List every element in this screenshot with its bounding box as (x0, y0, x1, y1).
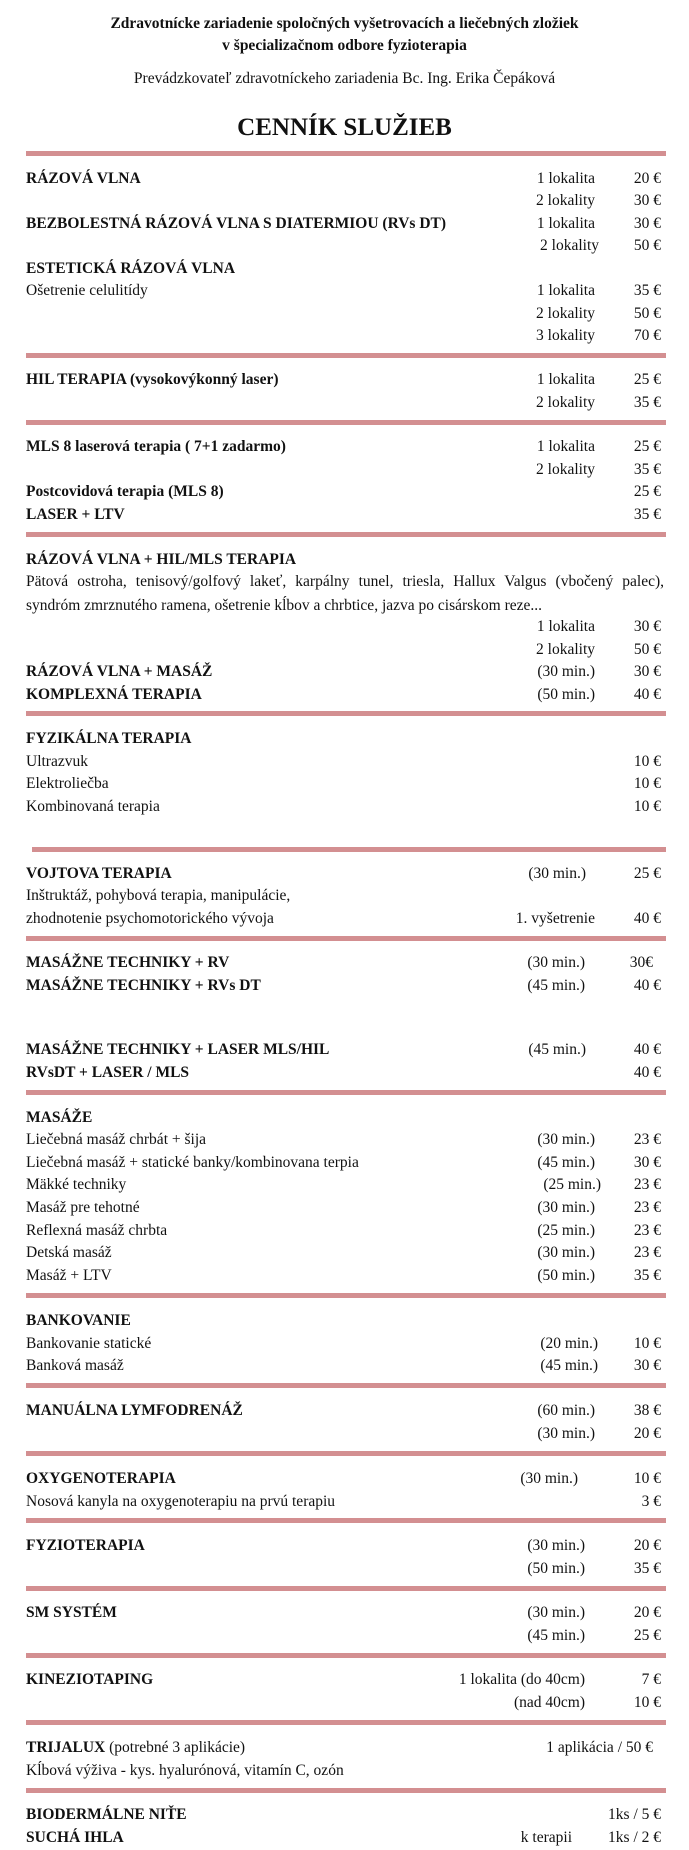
price: 25 € (633, 865, 661, 882)
locality: 2 lokality (536, 394, 595, 411)
price: 23 € (633, 1199, 661, 1216)
locality: 2 lokality (536, 461, 595, 478)
service-mt-laser: MASÁŽNE TECHNIKY + LASER MLS/HIL (26, 1041, 330, 1058)
list-item: Liečebná masáž chrbát + šija (26, 1131, 207, 1148)
divider (26, 353, 666, 358)
duration: (45 min.) (540, 1357, 598, 1374)
price: 23 € (633, 1222, 661, 1239)
service-description: Pätová ostroha, tenisový/golfový lakeť, karpálny tunel, triesla, Hallux Valgus (vbočený palec), syndróm zmrznutého ramena, ošetrenie kĺbov a chrbtice, jazva po cisárskom reze... (26, 573, 664, 614)
service-sub: zhodnotenie psychomotorického vývoja (26, 910, 274, 927)
locality: 2 lokality (536, 305, 595, 322)
duration: (30 min.) (537, 1199, 595, 1216)
service-mt-rvs: MASÁŽNE TECHNIKY + RVs DT (26, 977, 261, 994)
price: 25 € (633, 371, 661, 388)
service-lymfodrenaz: MANUÁLNA LYMFODRENÁŽ (26, 1402, 243, 1419)
price: 30 € (633, 1154, 661, 1171)
list-item: Mäkké techniky (26, 1176, 127, 1193)
price: 30 € (633, 618, 661, 635)
price: 10 € (633, 1694, 661, 1711)
price: 23 € (633, 1176, 661, 1193)
service-item: Kombinovaná terapia (26, 798, 160, 815)
price: 23 € (633, 1244, 661, 1261)
price: 35 € (633, 1267, 661, 1284)
service-item: Elektroliečba (26, 775, 109, 792)
duration: (30 min.) (520, 1470, 578, 1487)
divider (26, 711, 666, 716)
divider (26, 1720, 666, 1725)
header-line-1: Zdravotnícke zariadenie spoločných vyšetrovacích a liečebných zložiek (110, 15, 579, 32)
locality: 1 lokalita (536, 170, 595, 187)
duration: (30 min.) (537, 1131, 595, 1148)
duration: (45 min.) (537, 1154, 595, 1171)
price: 40 € (633, 977, 661, 994)
duration: (45 min.) (527, 1627, 585, 1644)
price: 30 € (633, 1357, 661, 1374)
service-item: Banková masáž (26, 1357, 124, 1374)
service-trijalux (26, 1738, 245, 1757)
price: 25 € (633, 438, 661, 455)
service-esteticka: ESTETICKÁ RÁZOVÁ VLNA (26, 260, 236, 277)
duration: (30 min.) (528, 865, 586, 882)
price: 40 € (633, 686, 661, 703)
locality: 1 lokalita (536, 618, 595, 635)
price: 30 € (633, 663, 661, 680)
price: 40 € (633, 910, 661, 927)
price: 35 € (633, 461, 661, 478)
service-postcovid: Postcovidová terapia (MLS 8) (26, 483, 224, 500)
service-rvsdt-laser: RVsDT + LASER / MLS (26, 1064, 190, 1081)
price: 50 € (633, 305, 661, 322)
divider (26, 420, 666, 425)
price: 1ks / 5 € (608, 1806, 661, 1823)
service-bankovanie: BANKOVANIE (26, 1312, 131, 1329)
service-kineziotaping: KINEZIOTAPING (26, 1671, 154, 1688)
price: 10 € (633, 1335, 661, 1352)
service-sucha-ihla: SUCHÁ IHLA (26, 1829, 124, 1846)
locality: 2 lokality (540, 237, 599, 254)
locality: 1 lokalita (536, 371, 595, 388)
price: 35 € (633, 1560, 661, 1577)
service-masaze: MASÁŽE (26, 1109, 93, 1126)
price: 23 € (633, 1131, 661, 1148)
divider (32, 847, 666, 852)
price: 35 € (633, 506, 661, 523)
duration: (50 min.) (537, 686, 595, 703)
price: 30 € (633, 192, 661, 209)
price: 7 € (641, 1671, 661, 1688)
service-oxygenoterapia: OXYGENOTERAPIA (26, 1470, 176, 1487)
list-item: Masáž + LTV (26, 1267, 112, 1284)
divider (26, 1518, 666, 1523)
divider (26, 1451, 666, 1456)
divider (26, 1293, 666, 1298)
duration: (45 min.) (527, 977, 585, 994)
price: 20 € (633, 170, 661, 187)
divider (26, 1090, 666, 1095)
price: 10 € (633, 775, 661, 792)
price: 38 € (633, 1402, 661, 1419)
duration: (30 min.) (527, 1537, 585, 1554)
locality: 1 lokalita (536, 215, 595, 232)
locality: 1 lokalita (536, 282, 595, 299)
duration: (30 min.) (537, 1425, 595, 1442)
duration: (25 min.) (543, 1176, 601, 1193)
price: 20 € (633, 1537, 661, 1554)
duration: (nad 40cm) (513, 1694, 585, 1711)
price: 30€ (629, 954, 653, 971)
service-sub: Nosová kanyla na oxygenoterapiu na prvú terapiu (26, 1493, 336, 1510)
duration: (30 min.) (527, 1604, 585, 1621)
service-mls: MLS 8 laserová terapia ( 7+1 zadarmo) (26, 438, 286, 455)
duration: (45 min.) (528, 1041, 586, 1058)
service-sub: Kĺbová výživa - kys. hyalurónová, vitamín C, ozón (26, 1762, 344, 1779)
price: 20 € (633, 1604, 661, 1621)
service-bezbolestna: BEZBOLESTNÁ RÁZOVÁ VLNA S DIATERMIOU (RVs DT) (26, 215, 447, 232)
price: 30 € (633, 215, 661, 232)
service-sm-system: SM SYSTÉM (26, 1604, 117, 1621)
divider (26, 936, 666, 941)
duration: (25 min.) (537, 1222, 595, 1239)
service-rv-hil-mls: RÁZOVÁ VLNA + HIL/MLS TERAPIA (26, 551, 297, 568)
price: 25 € (633, 1627, 661, 1644)
duration: k terapii (520, 1829, 572, 1846)
divider (26, 1653, 666, 1658)
price: 40 € (633, 1064, 661, 1081)
service-mt-rv: MASÁŽNE TECHNIKY + RV (26, 954, 230, 971)
price: 10 € (633, 753, 661, 770)
duration: (30 min.) (537, 1244, 595, 1261)
locality: 2 lokality (536, 641, 595, 658)
locality: 1 lokalita (536, 438, 595, 455)
service-razova-vlna: RÁZOVÁ VLNA (26, 170, 141, 187)
price: 50 € (633, 237, 661, 254)
locality: 3 lokality (536, 327, 595, 344)
duration: (30 min.) (527, 954, 585, 971)
duration: (60 min.) (537, 1402, 595, 1419)
divider (26, 1788, 666, 1793)
service-hil: HIL TERAPIA (vysokovýkonný laser) (26, 371, 279, 388)
service-komplexna: KOMPLEXNÁ TERAPIA (26, 686, 202, 703)
price: 10 € (633, 798, 661, 815)
service-fyzioterapia: FYZIOTERAPIA (26, 1537, 145, 1554)
price: 3 € (641, 1493, 661, 1510)
service-item: Ultrazvuk (26, 753, 88, 770)
price: 70 € (633, 327, 661, 344)
locality: 2 lokality (536, 192, 595, 209)
price: 50 € (633, 641, 661, 658)
price: 40 € (633, 1041, 661, 1058)
header-line-2: v špecializačnom odbore fyzioterapia (222, 37, 467, 54)
price: 35 € (633, 282, 661, 299)
service-name: TRIJALUX (26, 1739, 106, 1756)
divider (26, 151, 666, 156)
price: 10 € (633, 1470, 661, 1487)
service-biodermalne: BIODERMÁLNE NIŤE (26, 1806, 187, 1823)
service-laser-ltv: LASER + LTV (26, 506, 125, 523)
duration: 1 lokalita (do 40cm) (458, 1671, 585, 1688)
price: 25 € (633, 483, 661, 500)
duration: (50 min.) (537, 1267, 595, 1284)
service-fyzikalna: FYZIKÁLNA TERAPIA (26, 730, 192, 747)
list-item: Liečebná masáž + statické banky/kombinovana terpia (26, 1154, 359, 1171)
service-sub: Inštruktáž, pohybová terapia, manipulácie, (26, 887, 291, 904)
price: 20 € (633, 1425, 661, 1442)
service-note: (potrebné 3 aplikácie) (105, 1739, 246, 1756)
price: 1ks / 2 € (608, 1829, 661, 1846)
divider (26, 1586, 666, 1591)
operator-line: Prevádzkovateľ zdravotníckeho zariadenia Bc. Ing. Erika Čepáková (133, 70, 556, 87)
divider (26, 1383, 666, 1388)
duration: (30 min.) (537, 663, 595, 680)
price: 35 € (633, 394, 661, 411)
duration: (20 min.) (540, 1335, 598, 1352)
page-title: CENNÍK SLUŽIEB (237, 114, 452, 141)
price: 1 aplikácia / 50 € (546, 1739, 653, 1756)
service-item: Bankovanie statické (26, 1335, 152, 1352)
list-item: Masáž pre tehotné (26, 1199, 140, 1216)
service-sub: Ošetrenie celulitídy (26, 282, 148, 299)
list-item: Detská masáž (26, 1244, 112, 1261)
service-rv-masaz: RÁZOVÁ VLNA + MASÁŽ (26, 663, 213, 680)
duration: (50 min.) (527, 1560, 585, 1577)
divider (26, 532, 666, 537)
duration: 1. vyšetrenie (515, 910, 595, 927)
service-vojtova: VOJTOVA TERAPIA (26, 865, 172, 882)
list-item: Reflexná masáž chrbta (26, 1222, 168, 1239)
